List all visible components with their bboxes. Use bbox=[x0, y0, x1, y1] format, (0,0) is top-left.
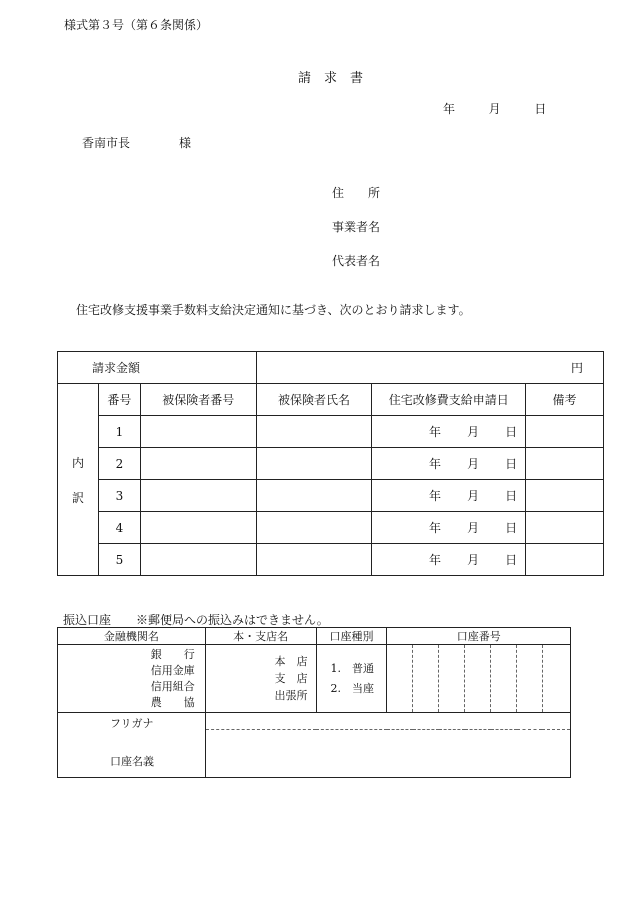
branch-type-main: 本 店 bbox=[274, 655, 308, 668]
insured-name-cell[interactable] bbox=[256, 448, 372, 480]
header-application-date: 住宅改修費支給申請日 bbox=[372, 384, 526, 416]
header-account-number: 口座番号 bbox=[387, 628, 571, 645]
bank-header-row bbox=[58, 628, 571, 645]
header-institution: 金融機関名 bbox=[58, 628, 206, 645]
date-month: 月 bbox=[488, 102, 501, 116]
branch-type-branch: 支 店 bbox=[274, 672, 308, 685]
application-date-cell[interactable]: 年 月 日 bbox=[372, 512, 526, 544]
breakdown-header-row bbox=[58, 384, 604, 416]
bank-table bbox=[57, 627, 571, 778]
holder-input[interactable] bbox=[205, 730, 570, 778]
branch-cell[interactable] bbox=[205, 645, 316, 713]
insured-name-cell[interactable] bbox=[256, 512, 372, 544]
applicant-address-label: 住 所 bbox=[332, 186, 381, 200]
applicant-business-label: 事業者名 bbox=[332, 220, 381, 234]
header-branch: 本・支店名 bbox=[205, 628, 316, 645]
statement-text: 住宅改修支援事業手数料支給決定通知に基づき、次のとおり請求します。 bbox=[76, 303, 471, 317]
branch-type-office: 出張所 bbox=[274, 689, 308, 702]
remarks-cell[interactable] bbox=[526, 448, 604, 480]
header-remarks: 備考 bbox=[526, 384, 604, 416]
institution-type-nokyo: 農 協 bbox=[150, 695, 195, 709]
header-insured-name: 被保険者氏名 bbox=[256, 384, 372, 416]
header-insured-number: 被保険者番号 bbox=[140, 384, 256, 416]
account-digit-cell[interactable] bbox=[491, 645, 517, 713]
document-title: 請 求 書 bbox=[298, 71, 364, 86]
insured-number-cell[interactable] bbox=[140, 544, 256, 576]
row-number: 1 bbox=[98, 416, 140, 448]
application-date-cell[interactable]: 年 月 日 bbox=[372, 480, 526, 512]
institution-type-bank: 銀 行 bbox=[150, 647, 195, 661]
remarks-cell[interactable] bbox=[526, 512, 604, 544]
header-account-type: 口座種別 bbox=[316, 628, 387, 645]
table-row bbox=[58, 544, 604, 576]
claim-table bbox=[57, 351, 604, 576]
furigana-input[interactable] bbox=[205, 713, 570, 730]
table-row bbox=[58, 416, 604, 448]
application-date-cell[interactable]: 年 月 日 bbox=[372, 544, 526, 576]
bank-detail-row bbox=[58, 645, 571, 713]
table-row bbox=[58, 512, 604, 544]
addressee-name: 香南市長 bbox=[82, 136, 131, 150]
insured-number-cell[interactable] bbox=[140, 512, 256, 544]
addressee-honorific: 様 bbox=[179, 136, 192, 150]
institution-type-shinkin: 信用金庫 bbox=[150, 663, 195, 677]
amount-value-cell[interactable] bbox=[256, 352, 603, 384]
header-number: 番号 bbox=[98, 384, 140, 416]
amount-unit: 円 bbox=[570, 361, 583, 375]
breakdown-side-label: 内 訳 bbox=[58, 384, 99, 576]
insured-number-cell[interactable] bbox=[140, 448, 256, 480]
remarks-cell[interactable] bbox=[526, 544, 604, 576]
table-row bbox=[58, 448, 604, 480]
insured-name-cell[interactable] bbox=[256, 544, 372, 576]
date-line bbox=[443, 100, 546, 117]
institution-cell[interactable] bbox=[58, 645, 206, 713]
row-number: 5 bbox=[98, 544, 140, 576]
applicant-representative-label: 代表者名 bbox=[332, 254, 381, 268]
insured-number-cell[interactable] bbox=[140, 416, 256, 448]
date-day: 日 bbox=[534, 102, 547, 116]
account-digit-cell[interactable] bbox=[413, 645, 439, 713]
row-number: 3 bbox=[98, 480, 140, 512]
amount-row bbox=[58, 352, 604, 384]
application-date-cell[interactable]: 年 月 日 bbox=[372, 416, 526, 448]
amount-label: 請求金額 bbox=[58, 352, 257, 384]
date-year: 年 bbox=[443, 102, 456, 116]
account-digit-cell[interactable] bbox=[387, 645, 413, 713]
institution-type-kumiai: 信用組合 bbox=[150, 679, 195, 693]
insured-name-cell[interactable] bbox=[256, 416, 372, 448]
bank-section-label: 振込口座 bbox=[63, 613, 112, 627]
insured-name-cell[interactable] bbox=[256, 480, 372, 512]
account-type-current: 2. 当座 bbox=[330, 681, 375, 695]
bank-notice: ※郵便局への振込みはできません。 bbox=[136, 613, 329, 627]
holder-label: 口座名義 bbox=[110, 755, 154, 768]
account-digit-cell[interactable] bbox=[542, 645, 570, 713]
account-type-cell[interactable] bbox=[316, 645, 387, 713]
account-digit-cell[interactable] bbox=[465, 645, 491, 713]
furigana-label: フリガナ bbox=[110, 717, 154, 730]
account-type-ordinary: 1. 普通 bbox=[330, 661, 375, 675]
form-number: 様式第３号（第６条関係） bbox=[64, 18, 209, 32]
holder-label-cell bbox=[58, 713, 206, 778]
remarks-cell[interactable] bbox=[526, 480, 604, 512]
row-number: 2 bbox=[98, 448, 140, 480]
furigana-row bbox=[58, 713, 571, 730]
account-digit-cell[interactable] bbox=[439, 645, 465, 713]
insured-number-cell[interactable] bbox=[140, 480, 256, 512]
remarks-cell[interactable] bbox=[526, 416, 604, 448]
account-digit-cell[interactable] bbox=[517, 645, 543, 713]
row-number: 4 bbox=[98, 512, 140, 544]
table-row bbox=[58, 480, 604, 512]
application-date-cell[interactable]: 年 月 日 bbox=[372, 448, 526, 480]
